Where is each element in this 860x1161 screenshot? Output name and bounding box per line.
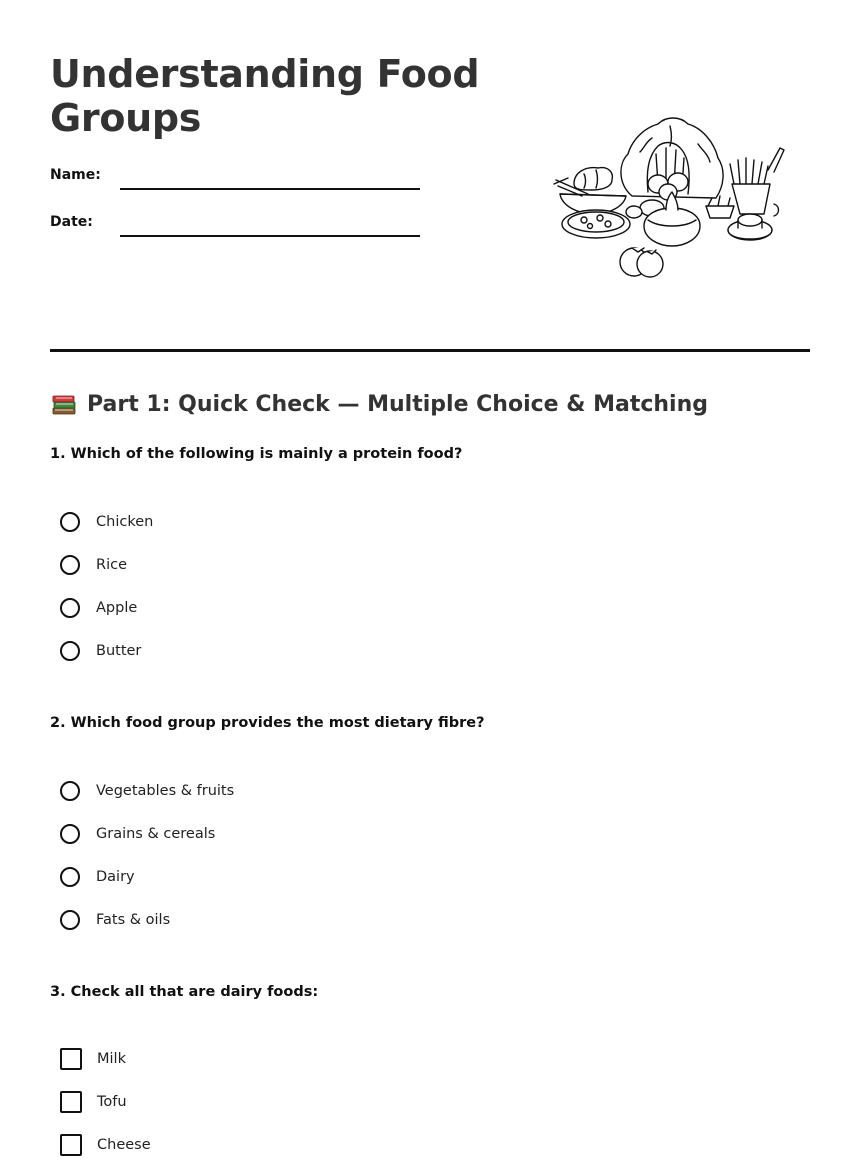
checkbox[interactable] — [60, 1134, 82, 1156]
title-line-2: Groups — [50, 96, 202, 140]
q2-option-dairy[interactable] — [60, 864, 135, 890]
title-line-1: Understanding Food — [50, 52, 480, 96]
radio-button[interactable] — [60, 910, 80, 930]
date-line[interactable] — [120, 235, 420, 237]
food-spread-illustration — [548, 114, 788, 284]
radio-button[interactable] — [60, 867, 80, 887]
q3-option-milk[interactable] — [60, 1046, 126, 1072]
radio-button[interactable] — [60, 781, 80, 801]
option-label: Fats & oils — [96, 912, 171, 928]
q1-option-rice[interactable] — [60, 552, 127, 578]
q1-option-butter[interactable] — [60, 638, 141, 664]
date-label: Date: — [50, 214, 93, 230]
option-label: Rice — [96, 557, 127, 573]
section-divider — [50, 349, 810, 352]
books-icon — [50, 390, 78, 418]
option-label: Apple — [96, 600, 138, 616]
q2-option-fats-oils[interactable] — [60, 907, 170, 933]
option-label: Dairy — [96, 869, 135, 885]
option-label: Tofu — [97, 1094, 127, 1110]
question-1: 1. Which of the following is mainly a protein food? — [50, 446, 463, 462]
radio-button[interactable] — [60, 598, 80, 618]
q1-option-apple[interactable] — [60, 595, 137, 621]
q3-option-tofu[interactable] — [60, 1089, 127, 1115]
radio-button[interactable] — [60, 824, 80, 844]
date-field[interactable] — [50, 213, 420, 241]
q2-option-vegetables-fruits[interactable] — [60, 778, 234, 804]
option-label: Cheese — [97, 1137, 151, 1153]
radio-button[interactable] — [60, 641, 80, 661]
option-label: Vegetables & fruits — [96, 783, 235, 799]
radio-button[interactable] — [60, 555, 80, 575]
question-3: 3. Check all that are dairy foods: — [50, 984, 319, 1000]
option-label: Grains & cereals — [96, 826, 216, 842]
q3-option-cheese[interactable] — [60, 1132, 151, 1158]
name-line[interactable] — [120, 188, 420, 190]
name-field[interactable] — [50, 166, 420, 194]
option-label: Butter — [96, 643, 142, 659]
checkbox[interactable] — [60, 1048, 82, 1070]
option-label: Milk — [97, 1051, 126, 1067]
q1-option-chicken[interactable] — [60, 509, 153, 535]
part1-heading — [50, 388, 708, 420]
radio-button[interactable] — [60, 512, 80, 532]
option-label: Chicken — [96, 514, 154, 530]
name-label: Name: — [50, 167, 101, 183]
checkbox[interactable] — [60, 1091, 82, 1113]
part1-heading-text: Part 1: Quick Check — Multiple Choice & Matching — [87, 391, 708, 417]
worksheet-title — [50, 52, 510, 140]
q2-option-grains-cereals[interactable] — [60, 821, 215, 847]
question-2: 2. Which food group provides the most dietary fibre? — [50, 715, 485, 731]
